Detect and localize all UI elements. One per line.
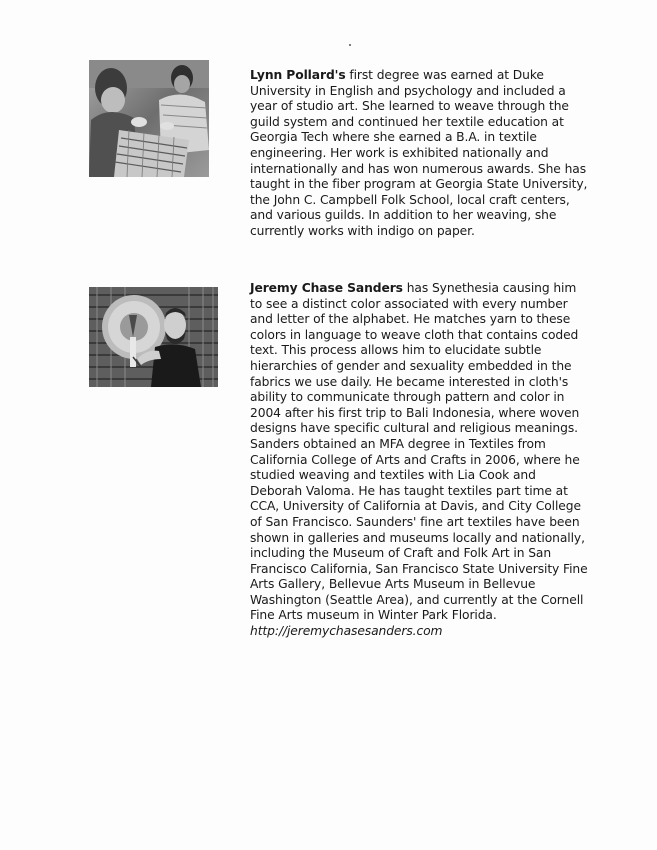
artist-name: Lynn Pollard's (250, 68, 346, 82)
artist-website-link[interactable]: http://jeremychasesanders.com (250, 624, 443, 639)
bio-lynn-pollard (250, 68, 590, 240)
bio-jeremy-chase-sanders (250, 281, 590, 640)
bio-text: first degree was earned at Duke University in English and psychology and included a year of studio art. She learned to weave through the guild system and continued her textile education at Georgia Tech where she earned a B.A. in textile engineering. Her work is exhibited nationally and internationally and has won numerous awards. She has taught in the fiber program at Georgia State University, the John C. Campbell Folk School, local craft centers, and various guilds. In addition to her weaving, she currently works with indigo on paper. (250, 68, 588, 238)
jeremy-chase-sanders-photo (89, 287, 218, 387)
scan-speck (349, 44, 351, 46)
bio-text: has Synethesia causing him to see a distinct color associated with every number and letter of the alphabet. He matches yarn to these colors in language to weave cloth that contains coded text. This process allows him to elucidate subtle hierarchies of gender and sexuality embedded in the fabrics we use daily. He became interested in cloth's ability to communicate through pattern and color in 2004 after his first trip to Bali Indonesia, where woven designs have specific cultural and religious meanings. Sanders obtained an MFA degree in Textiles from California College of Arts and Crafts in 2006, where he studied weaving and textiles with Lia Cook and Deborah Valoma. He has taught textiles part time at CCA, University of California at Davis, and City College of San Francisco. Saunders' fine art textiles have been shown in galleries and museums locally and nationally, including the Museum of Craft and Folk Art in San Francisco California, San Francisco State University Fine Arts Gallery, Bellevue Arts Museum in Bellevue Washington (Seattle Area), and currently at the Cornell Fine Arts museum in Winter Park Florida. (250, 281, 588, 623)
lynn-pollard-photo (89, 60, 209, 177)
artist-name: Jeremy Chase Sanders (250, 281, 403, 295)
